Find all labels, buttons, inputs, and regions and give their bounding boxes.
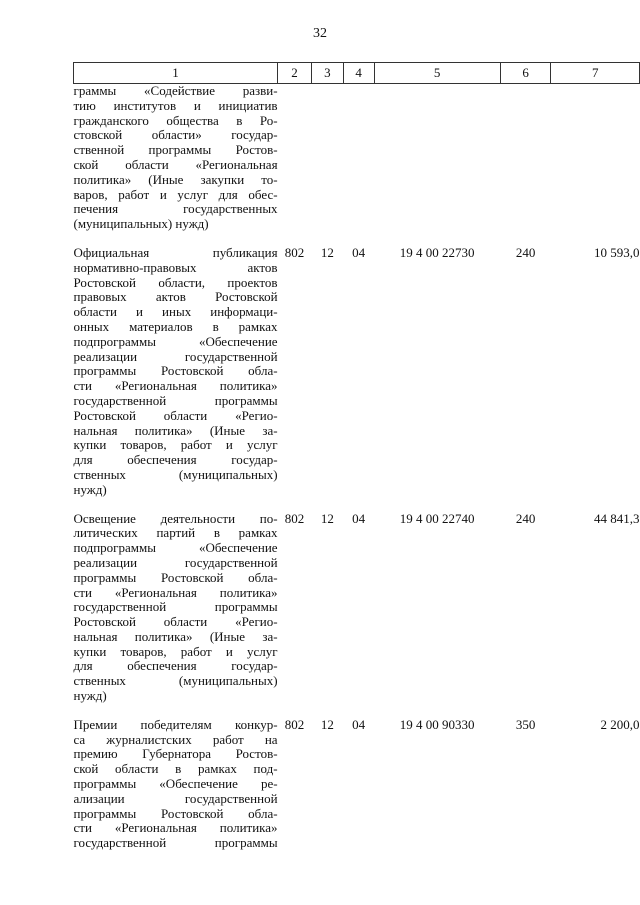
description-line: (муниципальных) нужд) [73, 216, 209, 232]
description-line: реализации государственной [73, 554, 278, 570]
description-line: программы Ростовской обла- [73, 569, 278, 585]
description-line: премию Губернатора Ростов- [73, 746, 278, 762]
column-header-3: 3 [311, 63, 343, 84]
description-line: Ростовской области «Регио- [73, 407, 278, 423]
row-code-subsection: 04 [352, 244, 366, 260]
row-spacer [74, 704, 640, 718]
row-code-section: 12 [320, 244, 334, 260]
description-line: ской области «Региональная [73, 156, 278, 172]
row-code-target: 19 4 00 22730 [399, 244, 475, 260]
row-code-section: 12 [320, 510, 334, 526]
description-line: сти «Региональная политика» [73, 820, 278, 836]
table-row [74, 246, 640, 498]
description-line: программы Ростовской обла- [73, 805, 278, 821]
description-line: для обеспечения государ- [73, 658, 278, 674]
description-line: программы «Обеспечение ре- [73, 776, 278, 792]
row-code-section: 12 [320, 716, 334, 732]
row-code-section [311, 84, 343, 232]
description-line: стовской области» государ- [73, 127, 278, 143]
description-line: ственных (муниципальных) [73, 466, 278, 482]
table-row [74, 84, 640, 232]
description-line: Премии победителям конкур- [73, 716, 278, 732]
column-header-6: 6 [500, 63, 551, 84]
description-line: Ростовской области, проектов [73, 274, 278, 290]
column-header-1: 1 [74, 63, 278, 84]
column-header-2: 2 [278, 63, 312, 84]
description-line: нальная политика» (Иные за- [73, 422, 278, 438]
description-line: варов, работ и услуг для обес- [73, 186, 278, 202]
description-line: нужд) [73, 481, 107, 497]
column-header-4: 4 [343, 63, 374, 84]
description-line: купки товаров, работ и услуг [73, 437, 278, 453]
table-row [74, 512, 640, 704]
description-line: литических партий в рамках [73, 525, 278, 541]
description-line: политика» (Иные закупки то- [73, 171, 278, 187]
description-line: сти «Региональная политика» [73, 378, 278, 394]
row-amount: 10 593,0 [594, 244, 640, 260]
description-line: ственной программы Ростов- [73, 142, 278, 158]
row-spacer-cell [74, 232, 640, 246]
row-code-ministry: 802 [284, 510, 305, 526]
row-spacer-cell [74, 704, 640, 718]
description-line: ской области в рамках под- [73, 761, 278, 777]
description-line: ственных (муниципальных) [73, 673, 278, 689]
description-line: области и иных информаци- [73, 304, 278, 320]
description-line: подпрограммы «Обеспечение [73, 540, 278, 556]
description-line: гражданского общества в Ро- [73, 112, 278, 128]
row-code-target: 19 4 00 90330 [399, 716, 475, 732]
description-line: нормативно-правовых актов [73, 259, 278, 275]
column-header-5: 5 [374, 63, 500, 84]
row-code-ministry: 802 [284, 244, 305, 260]
description-line: са журналистских работ на [73, 731, 278, 747]
row-amount: 44 841,3 [594, 510, 640, 526]
description-line: онных материалов в рамках [73, 318, 278, 334]
row-amount [551, 84, 640, 232]
row-spacer [74, 498, 640, 512]
row-code-expense-type [500, 84, 551, 232]
description-line: государственной программы [73, 599, 278, 615]
row-code-target [374, 84, 500, 232]
description-line: программы Ростовской обла- [73, 363, 278, 379]
row-description [74, 246, 278, 498]
row-code-expense-type: 350 [515, 716, 536, 732]
description-line: граммы «Содействие разви- [73, 83, 278, 98]
description-line: купки товаров, работ и услуг [73, 643, 278, 659]
page-number: 32 [313, 26, 327, 41]
row-spacer [74, 232, 640, 246]
description-line: Ростовской области «Регио- [73, 614, 278, 630]
description-line: сти «Региональная политика» [73, 584, 278, 600]
row-code-ministry: 802 [284, 716, 305, 732]
description-line: правовых актов Ростовской [73, 289, 278, 305]
description-line: реализации государственной [73, 348, 278, 364]
column-header-7: 7 [551, 63, 640, 84]
header-row [74, 63, 640, 84]
description-line: для обеспечения государ- [73, 452, 278, 468]
description-line: тию институтов и инициатив [73, 97, 278, 113]
row-spacer-cell [74, 498, 640, 512]
budget-table [73, 62, 640, 851]
row-description [74, 718, 278, 851]
row-code-subsection: 04 [352, 510, 366, 526]
row-code-subsection [343, 84, 374, 232]
row-code-expense-type: 240 [515, 510, 536, 526]
row-description [74, 84, 278, 232]
table-row [74, 718, 640, 851]
description-line: нальная политика» (Иные за- [73, 628, 278, 644]
description-line: Официальная публикация [73, 244, 278, 260]
description-line: подпрограммы «Обеспечение [73, 333, 278, 349]
description-line: Освещение деятельности по- [73, 510, 278, 526]
description-line: государственной программы [73, 835, 278, 851]
description-line: печения государственных [73, 201, 278, 217]
description-line: ализации государственной [73, 790, 278, 806]
row-description [74, 512, 278, 704]
description-line: нужд) [73, 688, 107, 704]
row-amount: 2 200,0 [600, 716, 640, 732]
row-code-target: 19 4 00 22740 [399, 510, 475, 526]
row-code-expense-type: 240 [515, 244, 536, 260]
row-code-subsection: 04 [352, 716, 366, 732]
description-line: государственной программы [73, 392, 278, 408]
row-code-ministry [278, 84, 312, 232]
